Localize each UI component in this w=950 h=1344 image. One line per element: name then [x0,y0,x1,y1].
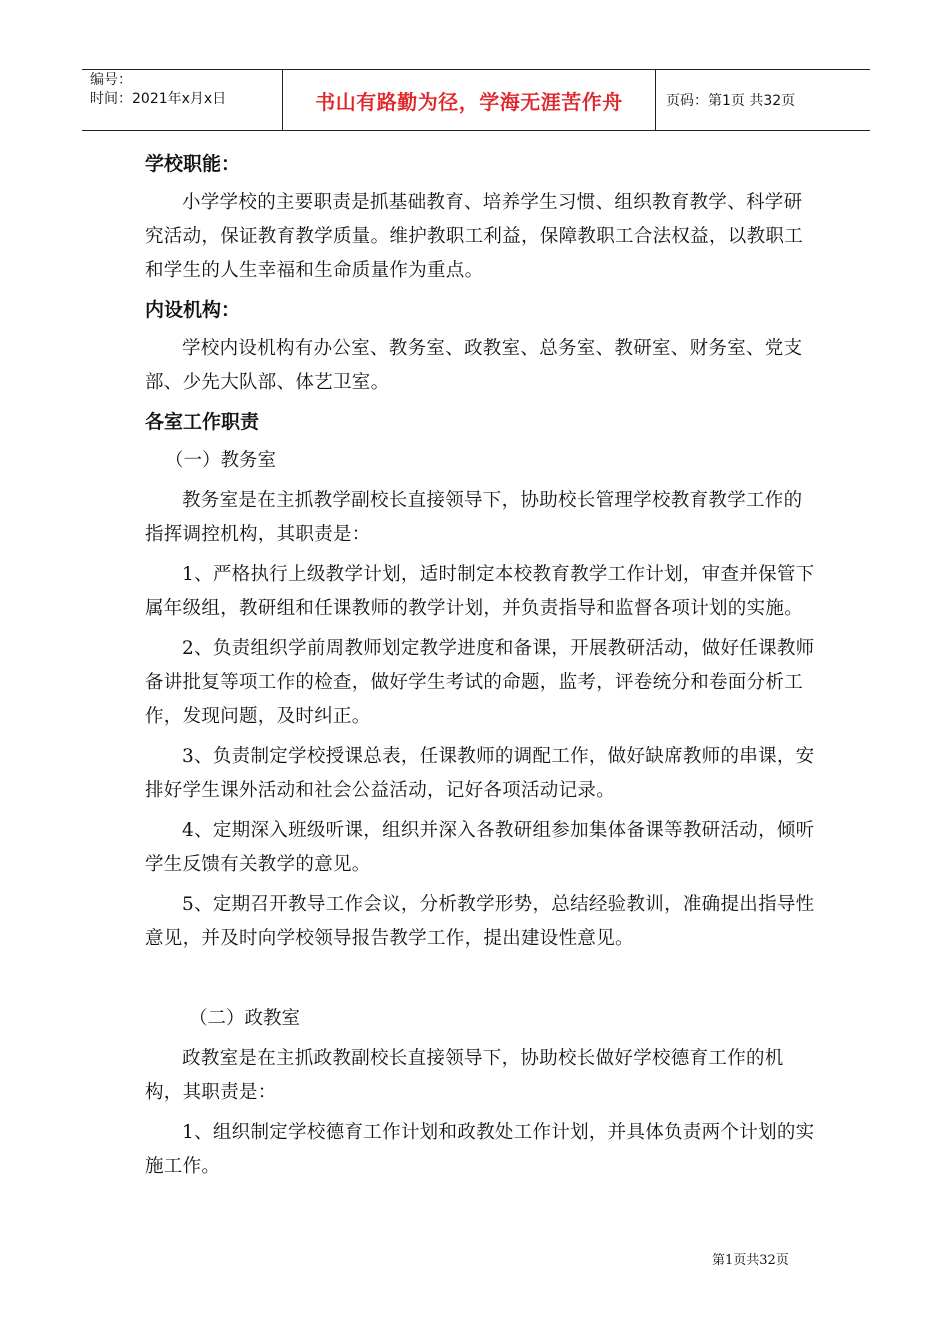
list-item: 2、负责组织学前周教师划定教学进度和备课，开展教研活动，做好任课教师备讲批复等项工作的检查，做好学生考试的命题，监考，评卷统分和卷面分析工作，发现问题，及时纠正。 [145,638,815,727]
header-meta [82,70,282,130]
heading-office-duties: 各室工作职责 [145,411,260,433]
paragraph: 教务室是在主抓教学副校长直接领导下，协助校长管理学校教育教学工作的指挥调控机构，其职责是： [145,490,803,545]
page-footer-number: 第1页共32页 [712,1253,789,1268]
list-item: 4、定期深入班级听课，组织并深入各教研组参加集体备课等教研活动，倾听学生反馈有关教学的意见。 [145,820,815,875]
subheading-political-office: （二）政教室 [189,1008,301,1029]
heading-internal-structure: 内设机构： [145,299,241,321]
paragraph: 学校内设机构有办公室、教务室、政教室、总务室、教研室、财务室、党支部、少先大队部、体艺卫室。 [145,338,803,393]
list-item: 1、严格执行上级教学计划，适时制定本校教育教学工作计划，审查并保管下属年级组，教研组和任课教师的教学计划，并负责指导和监督各项计划的实施。 [145,564,815,619]
document-date-label: 时间：2021年x月x日 [90,91,227,107]
header-page-info: 页码：第1页 共32页 [666,93,796,109]
list-item: 3、负责制定学校授课总表，任课教师的调配工作，做好缺席教师的串课，安排好学生课外活动和社会公益活动，记好各项活动记录。 [145,746,815,801]
list-item: 1、组织制定学校德育工作计划和政教处工作计划，并具体负责两个计划的实施工作。 [145,1122,815,1177]
document-body [145,148,815,1190]
paragraph: 政教室是在主抓政教副校长直接领导下，协助校长做好学校德育工作的机构，其职责是： [145,1048,784,1103]
list-item: 5、定期召开教导工作会议，分析教学形势，总结经验教训，准确提出指导性意见，并及时向学校领导报告教学工作，提出建设性意见。 [145,894,815,949]
paragraph: 小学学校的主要职责是抓基础教育、培养学生习惯、组织教育教学、科学研究活动，保证教育教学质量。维护教职工利益，保障教职工合法权益，以教职工和学生的人生幸福和生命质量作为重点。 [145,192,804,281]
page-header [82,69,870,131]
heading-school-functions: 学校职能： [145,153,241,175]
header-motto: 书山有路勤为径，学海无涯苦作舟 [282,70,656,130]
subheading-academic-office: （一）教务室 [165,450,277,471]
document-number-label: 编号： [90,72,132,88]
